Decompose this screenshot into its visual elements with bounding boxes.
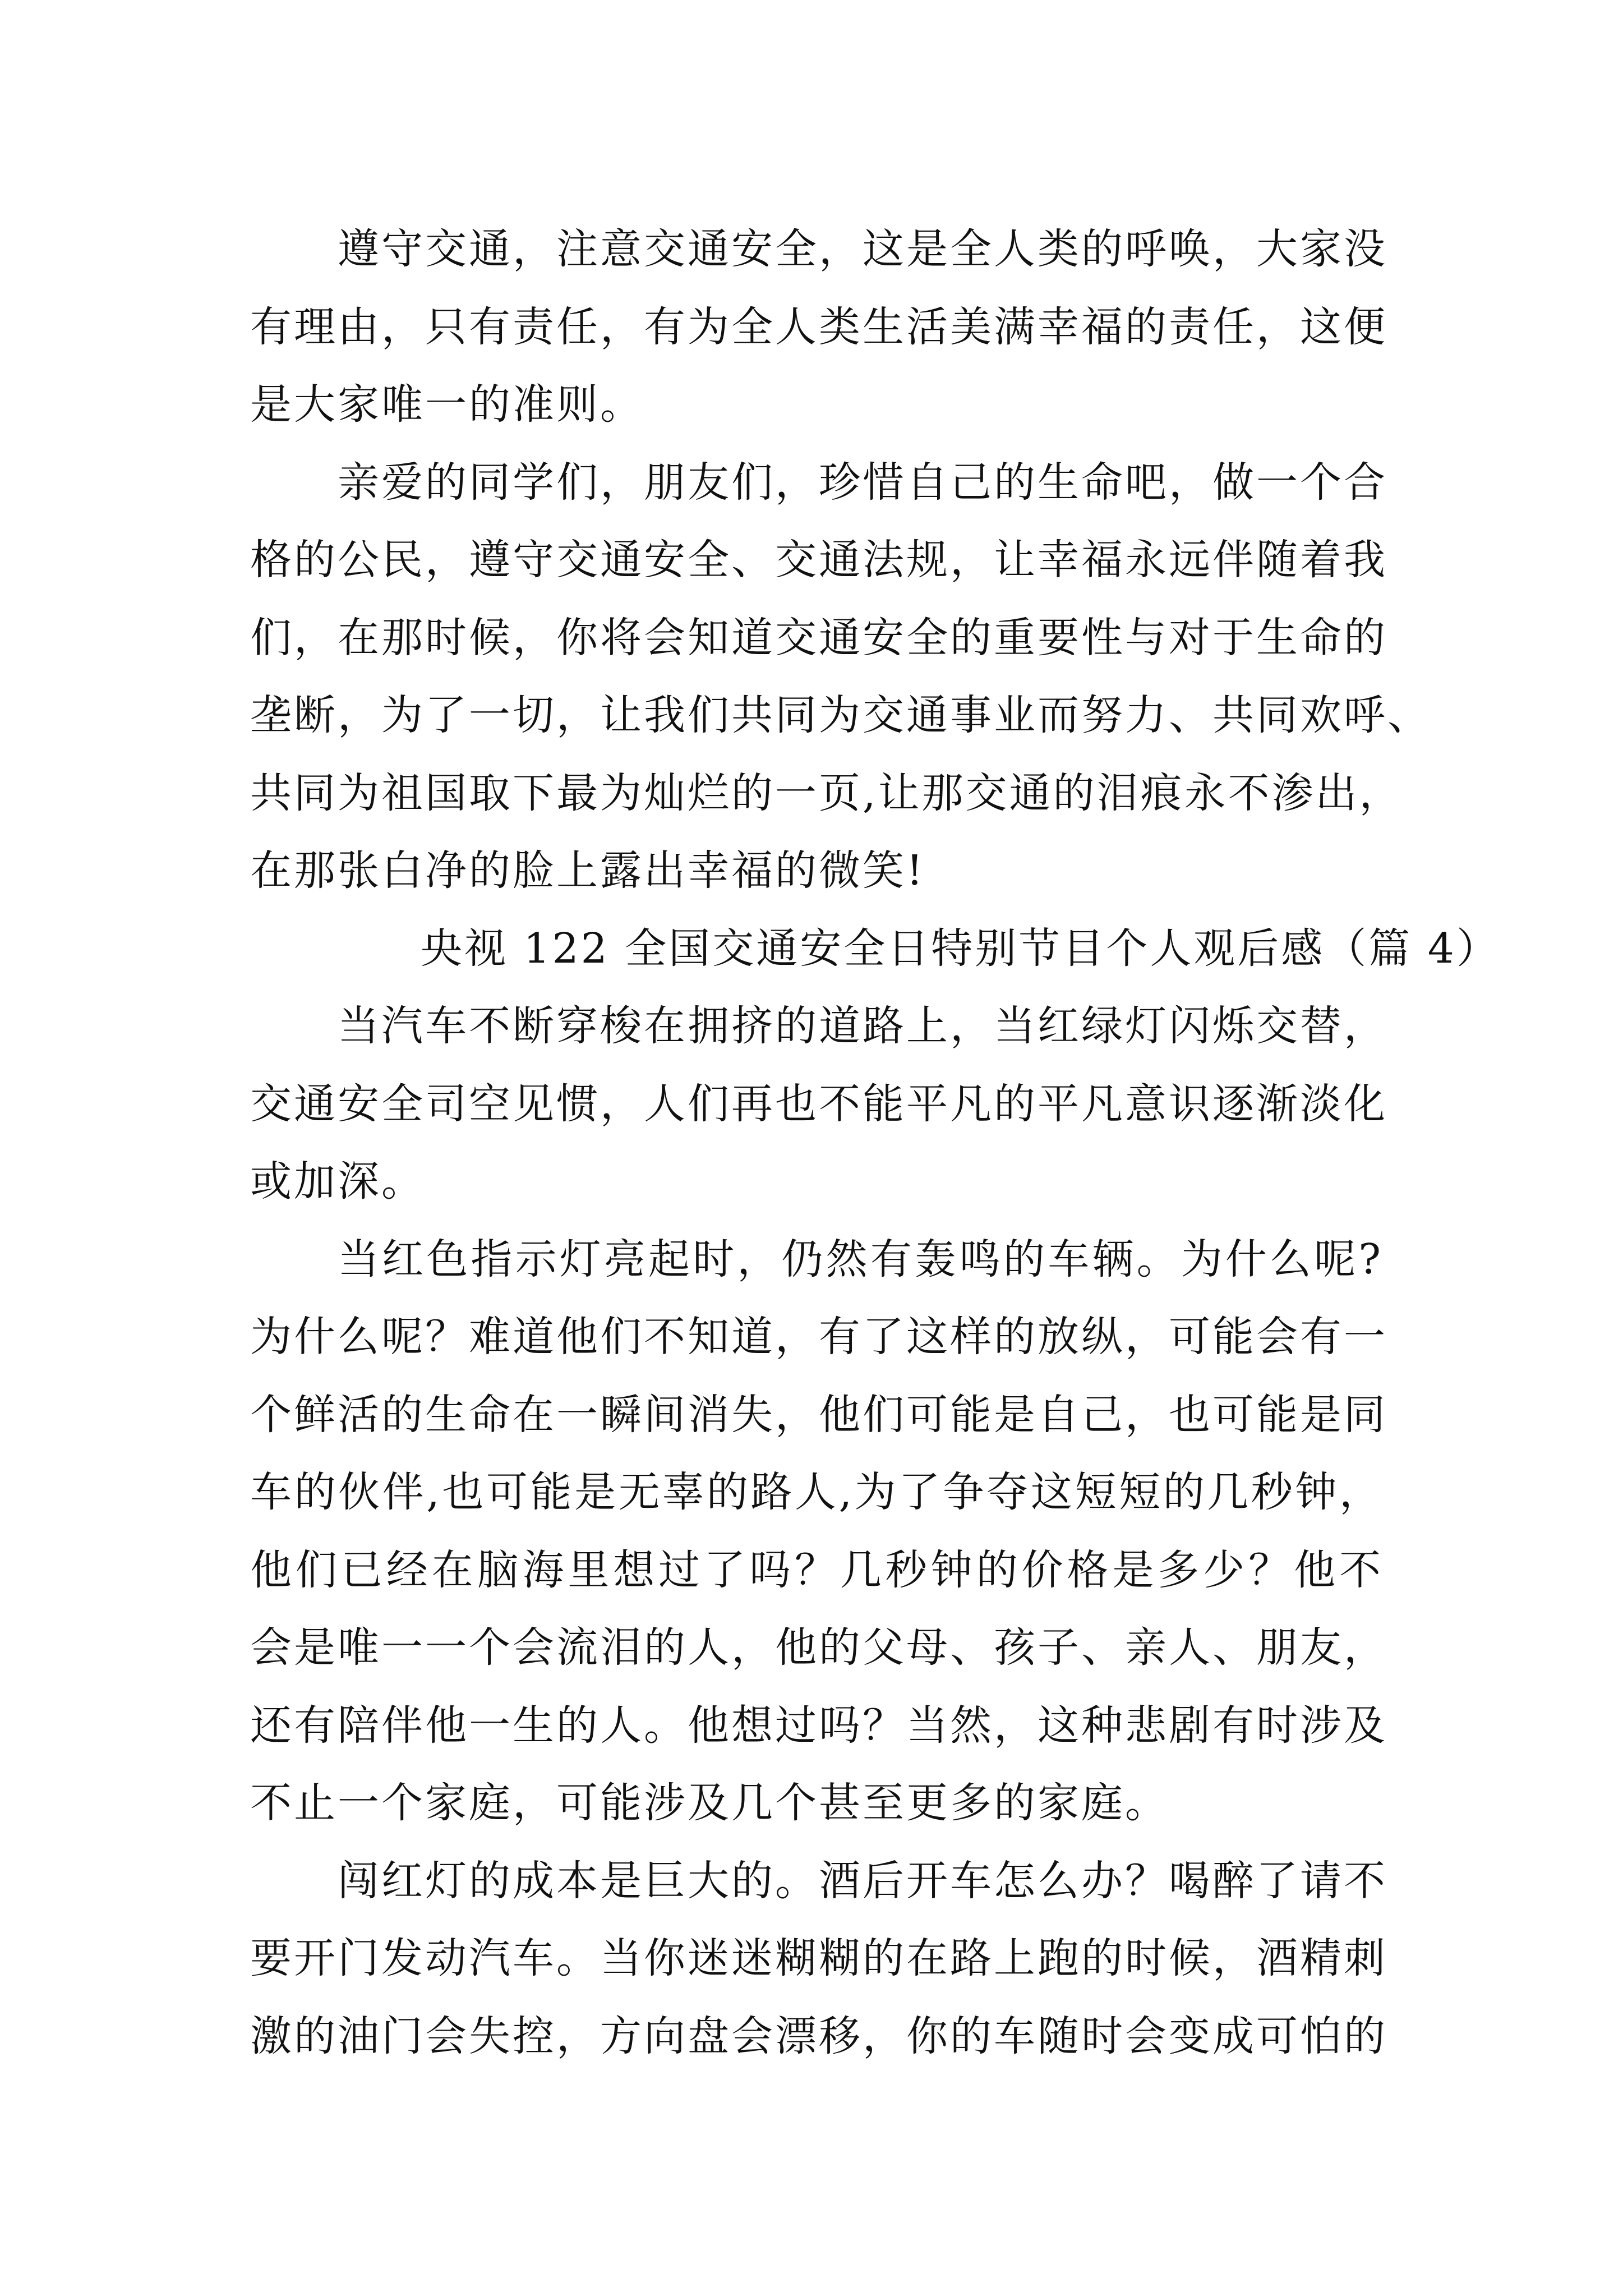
text-line: 还有陪伴他一生的人。他想过吗？当然，这种悲剧有时涉及 (250, 1701, 1387, 1750)
paragraph (250, 1842, 1387, 2076)
text-line: 激的油门会失控，方向盘会漂移，你的车随时会变成可怕的 (250, 2012, 1387, 2060)
text-line: 在那张白净的脸上露出幸福的微笑! (250, 846, 925, 895)
text-line: 当红色指示灯亮起时，仍然有轰鸣的车辆。为什么呢? (338, 1235, 1383, 1283)
text-line: 格的公民，遵守交通安全、交通法规，让幸福永远伴随着我 (250, 536, 1387, 584)
text-line: 共同为祖国取下最为灿烂的一页,让那交通的泪痕永不渗出， (250, 769, 1403, 817)
text-line: 不止一个家庭，可能涉及几个甚至更多的家庭。 (250, 1779, 1169, 1827)
paragraph (250, 1221, 1387, 1842)
text-line: 个鲜活的生命在一瞬间消失，他们可能是自己，也可能是同 (250, 1390, 1387, 1439)
text-line: 车的伙伴,也可能是无辜的路人,为了争夺这短短的几秒钟， (250, 1468, 1383, 1516)
body-text (250, 210, 1500, 2075)
text-line: 要开门发动汽车。当你迷迷糊糊的在路上跑的时候，酒精刺 (250, 1934, 1387, 1982)
text-line: 央视 122 全国交通安全日特别节目个人观后感（篇 4） (421, 924, 1500, 973)
text-line: 垄断，为了一切，让我们共同为交通事业而努力、共同欢呼、 (250, 691, 1431, 739)
text-line: 闯红灯的成本是巨大的。酒后开车怎么办？喝醉了请不 (338, 1856, 1387, 1905)
paragraph (250, 210, 1387, 444)
paragraph (250, 444, 1431, 910)
paragraph (250, 987, 1387, 1221)
text-line: 或加深。 (250, 1157, 425, 1205)
text-line: 亲爱的同学们，朋友们，珍惜自己的生命吧，做一个合 (338, 458, 1387, 507)
text-line: 会是唯一一个会流泪的人，他的父母、孩子、亲人、朋友， (250, 1623, 1387, 1672)
text-line: 为什么呢？难道他们不知道，有了这样的放纵，可能会有一 (250, 1313, 1387, 1361)
text-line: 们，在那时候，你将会知道交通安全的重要性与对于生命的 (250, 613, 1387, 662)
text-line: 他们已经在脑海里想过了吗？几秒钟的价格是多少？他不 (250, 1545, 1383, 1594)
text-line: 交通安全司空见惯，人们再也不能平凡的平凡意识逐渐淡化 (250, 1079, 1387, 1128)
text-line: 当汽车不断穿梭在拥挤的道路上，当红绿灯闪烁交替， (338, 1002, 1387, 1050)
text-line: 是大家唯一的准则。 (250, 380, 644, 429)
section-heading (250, 910, 1500, 988)
text-line: 有理由，只有责任，有为全人类生活美满幸福的责任，这便 (250, 302, 1387, 351)
text-line: 遵守交通，注意交通安全，这是全人类的呼唤，大家没 (338, 225, 1387, 273)
